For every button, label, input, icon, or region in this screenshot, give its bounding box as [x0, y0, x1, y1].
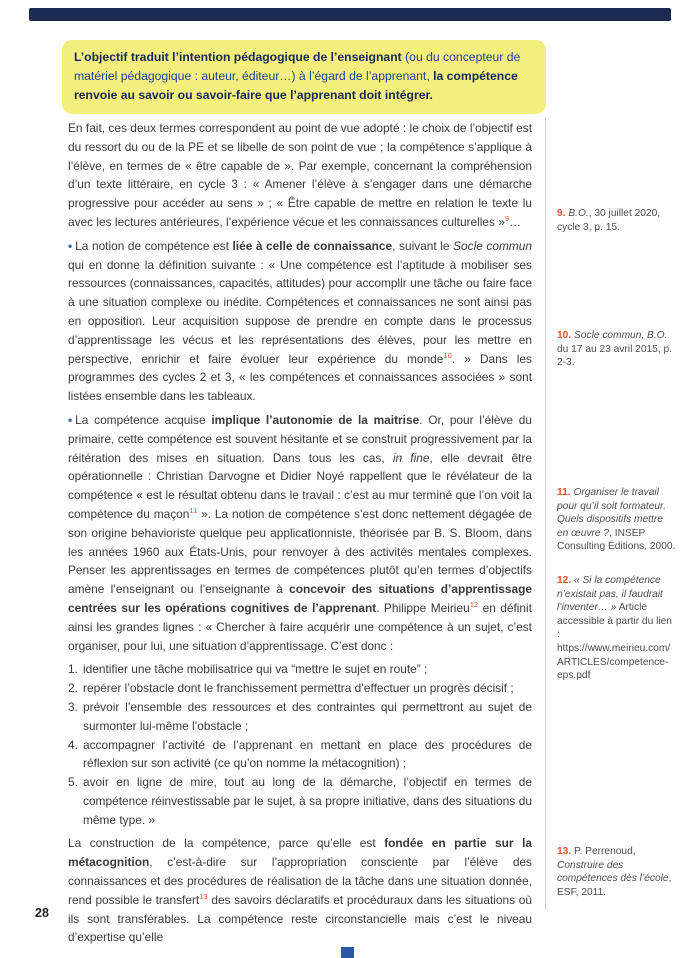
paragraph-text: En fait, ces deux termes correspondent au point de vue adopté : le choix de l’objectif est du ressort du ou de la PE et se libelle de son point de vue ; la compétence s’applique à l’élève, en termes de « être capable de ». Par exemple, concernant la compréhension d’un texte littéraire, en cycle 3 : « Amener l’élève à s’engager dans une démarche progressive pour accéder au sens » ; « Être capable de mettre en relation le texte lu avec les lectures antérieures, l’expérience vécue et les connaissances culturelles »$^9$…	[68, 121, 532, 229]
list-item-text: identifier une tâche mobilisatrice qui va “mettre le sujet en route” ;	[83, 662, 428, 677]
footnote-number: 11.	[557, 487, 571, 498]
footnote-9	[557, 207, 676, 234]
list-item-number: 4.	[68, 737, 78, 752]
footnote-number: 10.	[557, 330, 572, 341]
list-item-4	[68, 736, 532, 774]
paragraph-text: La notion de compétence est liée à celle de connaissance, suivant le Socle commun qui en donne la définition suivante : « Une compétence est l’aptitude à mobiliser ses ressources (connaissances, capacités, attitudes) pour accomplir une tâche ou faire face à une situation complexe ou inédite. Compétences et connaissances ne sont ainsi pas en opposition. Leur acquisition suppose de prendre en compte dans le processus d’apprentissage les vécus et les représentations des élèves, pour les mettre en perspective, enrichir et faire évoluer leur expérience du monde$^{10}$. » Dans les programmes des cycles 2 et 3, « les compétences et connaissances associées » sont listées ensemble dans les tableaux.	[68, 238, 532, 404]
list-item-5	[68, 773, 532, 829]
list-item-number: 3.	[68, 699, 78, 714]
paragraph-text: La compétence acquise implique l’autonomie de la maitrise. Or, pour l’élève du primaire, cette compétence est souvent hésitante et se construit progressivement par la réitération des mises en situation. Dans tous les cas, in fine, elle devrait être opérationnelle : Christian Darvogne et Didier Noyé rappellent que le révélateur de la compétence « est le résultat obtenu dans le travail : c’est au mur terminé que l’on voit la compétence du maçon$^{11}$ ». La notion de compétence s’est donc nettement dégagée de son origine behavioriste quelque peu applicationniste, théorisée par B. S. Bloom, dans les années 1960 aux États-Unis, pour renvoyer à des activités mentales complexes. Penser les apprentissages en termes de compétences plutôt qu’en termes d’objectifs amène l’enseignant ou l’enseignante à concevoir des situations d’apprentissage centrées sur les opérations cognitives de l’apprenant. Philippe Meirieu$^{12}$ en définit ainsi les grandes lignes : « Chercher à faire acquérir une compétence à un sujet, c’est organiser, pour lui, une situation d’apprentissage. C’est donc :	[68, 412, 533, 653]
list-item-text: accompagner l’activité de l’apprenant en mettant en place des procédures de réflexion sur son activité (ce qu’on nomme la métacognition) ;	[83, 737, 532, 771]
footnote-text: Socle commun, B.O. du 17 au 23 avril 2015, p. 2-3.	[557, 330, 672, 369]
top-bar	[29, 8, 671, 21]
list-item-2	[68, 679, 532, 698]
bottom-blue-mark	[341, 947, 354, 958]
bullet-marker: •	[68, 412, 73, 427]
paragraph-bullet-competence-connaissance	[68, 237, 532, 406]
bullet-marker: •	[68, 238, 73, 253]
footnote-12	[557, 574, 676, 683]
page-number: 28	[35, 906, 49, 920]
paragraph-closing	[68, 834, 532, 947]
footnote-text: B.O., 30 juillet 2020, cycle 3, p. 15.	[557, 208, 661, 233]
list-item-number: 1.	[68, 662, 78, 677]
highlight-box	[62, 40, 546, 114]
paragraph-bullet-competence-acquise	[68, 411, 532, 655]
paragraph-text: La construction de la compétence, parce qu’elle est fondée en partie sur la métacognition, c’est-à-dire sur l’appropriation consciente par l’élève des connaissances et des procédures de réalisation de la tâche dans une situation donnée, rend possible le transfert$^{13}$ des savoirs déclaratifs et procéduraux dans les situations où ils sont transférables. La compétence reste circonstancielle mais c’est le niveau d’expertise qu’elle	[68, 836, 532, 945]
list-item-number: 2.	[68, 681, 78, 696]
footnote-number: 12.	[557, 575, 572, 586]
footnote-number: 13.	[557, 846, 572, 857]
list-item-text: repérer l’obstacle dont le franchissement permettra d’effectuer un progrès décisif ;	[83, 681, 514, 696]
footnote-13	[557, 845, 676, 899]
footnote-11	[557, 486, 676, 554]
footnote-10	[557, 329, 676, 370]
main-text-column	[68, 119, 532, 952]
highlight-text: L’objectif traduit l’intention pédagogique de l’enseignant (ou du concepteur de matériel pédagogique : auteur, éditeur…) à l’égard de l’apprenant, la compétence renvoie au savoir ou savoir-faire que l’apprenant doit intégrer.	[74, 50, 521, 102]
footnote-text: P. Perrenoud, Construire des compétences dès l’école, ESF, 2011.	[557, 846, 672, 898]
list-item-number: 5.	[68, 775, 78, 790]
list-item-text: prévoir l’ensemble des ressources et des contraintes qui permettront au sujet de surmonter lui-même l’obstacle ;	[83, 699, 532, 733]
footnote-text: Organiser le travail pour qu’il soit formateur. Quels dispositifs mettre en œuvre ?, INSEP Consulting Éditions, 2000.	[557, 487, 676, 553]
numbered-list	[68, 660, 532, 829]
footnote-text: « Si la compétence n’existait pas, il faudrait l’inventer… » Article accessible à partir du lien : https://www.meirieu.com/ARTICLES/competence-eps.pdf	[557, 575, 672, 682]
list-item-1	[68, 660, 532, 679]
column-divider	[545, 118, 546, 910]
footnote-number: 9.	[557, 208, 566, 219]
list-item-3	[68, 698, 532, 736]
list-item-text: avoir en ligne de mire, tout au long de la démarche, l’objectif en termes de compétence réinvestissable par le sujet, à sa propre initiative, dans des situations du même type. »	[83, 775, 532, 827]
paragraph-intro	[68, 119, 532, 232]
